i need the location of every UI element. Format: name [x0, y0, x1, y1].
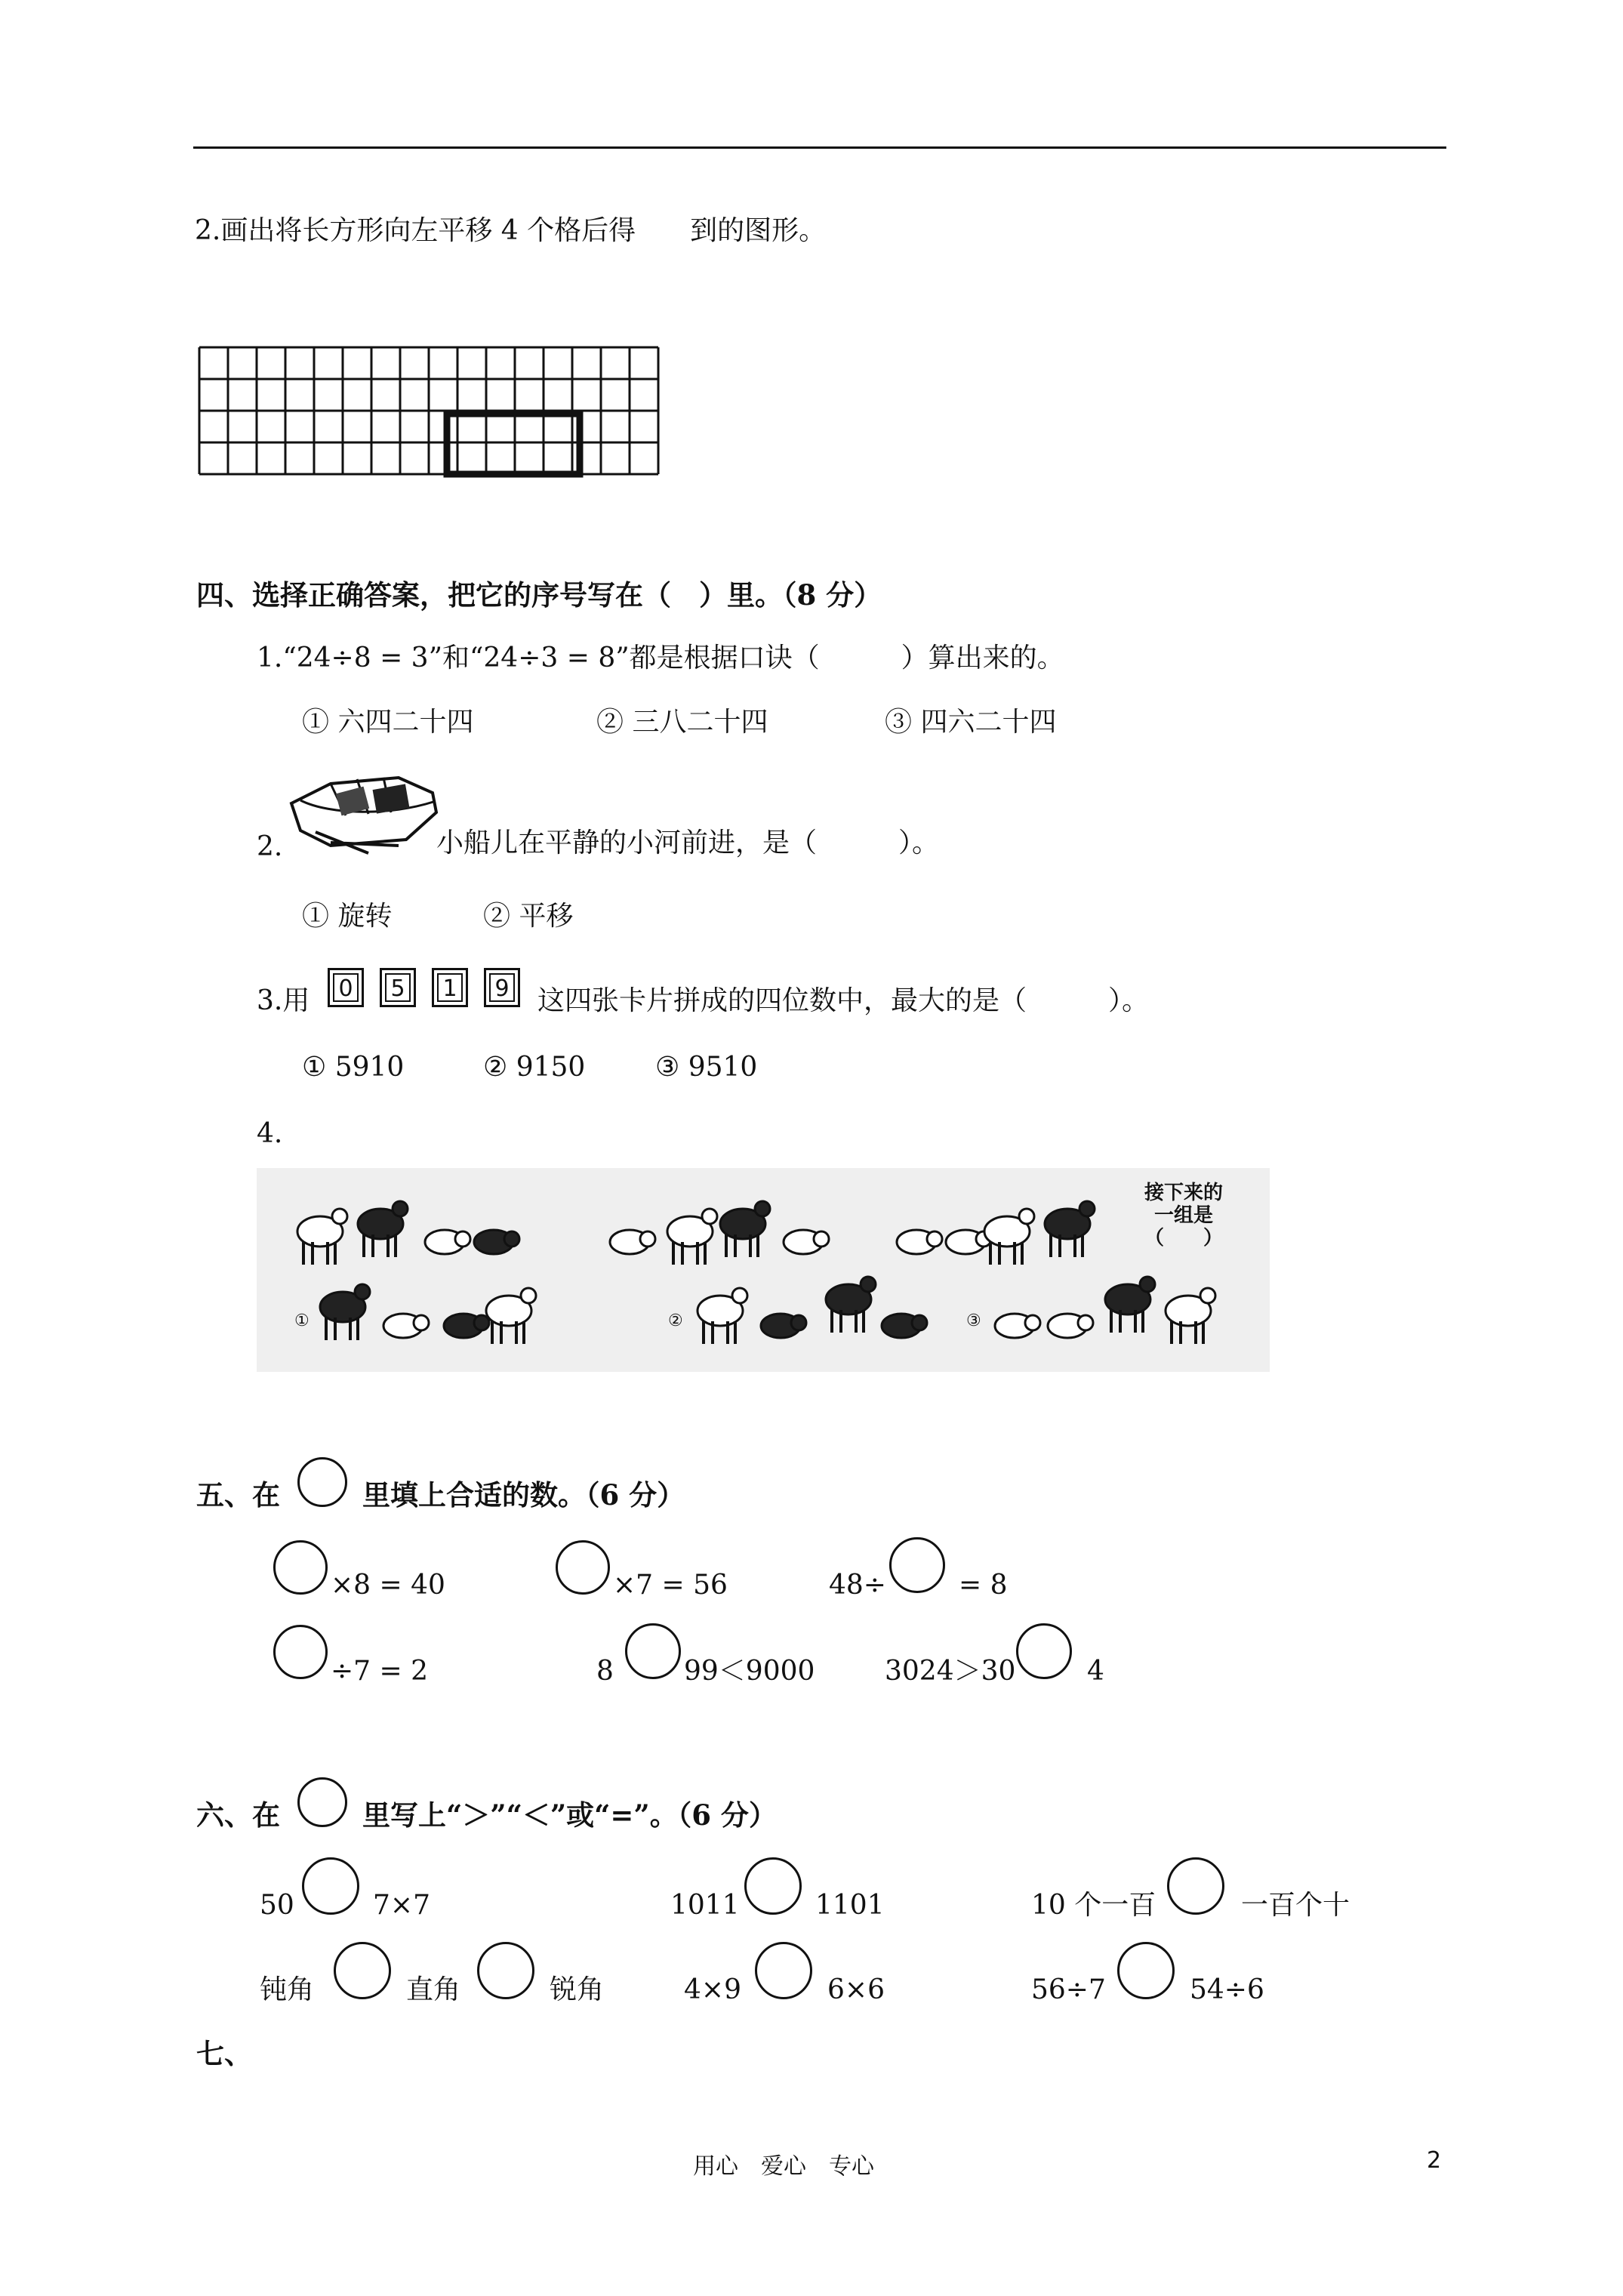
- eq-5-3-left: 48÷: [829, 1570, 886, 1601]
- section-6-heading-prefix: 六、在: [196, 1798, 280, 1832]
- cmp-2c-left: 56÷7: [1031, 1974, 1106, 2005]
- q2-option-1[interactable]: ① 旋转: [302, 901, 393, 932]
- section-4-heading: 四、选择正确答案，把它的序号写在（ ）里。（8 分）: [196, 578, 882, 612]
- q3-option-3[interactable]: ③ 9510: [655, 1052, 758, 1083]
- angle-acute-label: 锐角: [550, 1974, 605, 2005]
- page-number: 2: [1427, 2147, 1442, 2174]
- header-rule: [193, 146, 1446, 149]
- eq-5-2: ×7 = 56: [613, 1570, 728, 1601]
- digit-card-1: 1: [432, 968, 468, 1007]
- footer-slogan: 用心 爱心 专心: [693, 2153, 874, 2180]
- q4-option-3[interactable]: ③: [966, 1311, 981, 1330]
- circle-icon: [297, 1777, 347, 1827]
- section-5-heading-suffix: 里填上合适的数。（6 分）: [362, 1478, 685, 1512]
- eq-5-5-left: 8: [596, 1656, 614, 1687]
- answer-circle-6-3[interactable]: [1167, 1857, 1224, 1915]
- answer-circle-5-6[interactable]: [1016, 1623, 1072, 1679]
- translation-grid[interactable]: [198, 346, 661, 479]
- eq-5-1: ×8 = 40: [331, 1570, 445, 1601]
- q4-caption-line-1: 接下来的: [1144, 1182, 1224, 1204]
- digit-card-9: 9: [484, 968, 520, 1007]
- q4-option-1[interactable]: ①: [294, 1311, 310, 1330]
- answer-circle-5-3[interactable]: [889, 1537, 945, 1593]
- animal-sequence-image: [257, 1168, 1270, 1372]
- q4-number: 4.: [257, 1118, 283, 1149]
- q2-number: 2.: [257, 831, 283, 862]
- cmp-1b-right: 1101: [815, 1890, 885, 1921]
- q3-prefix: 3.用: [257, 985, 310, 1016]
- answer-circle-6-2[interactable]: [744, 1857, 802, 1915]
- section-6-heading-suffix: 里写上“＞”“＜”或“=”。（6 分）: [362, 1798, 777, 1832]
- cmp-1c-right: 一百个十: [1241, 1890, 1350, 1921]
- answer-circle-6-5[interactable]: [477, 1942, 534, 1999]
- cmp-1b-left: 1011: [670, 1890, 740, 1921]
- q1-option-2[interactable]: ② 三八二十四: [596, 707, 768, 738]
- q4-option-2[interactable]: ②: [668, 1311, 683, 1330]
- q1-text: 1.“24÷8 = 3”和“24÷3 = 8”都是根据口诀（ ）算出来的。: [257, 643, 1064, 673]
- grid-question-text: 2.画出将长方形向左平移 4 个格后得 到的图形。: [195, 215, 827, 246]
- boat-icon: [285, 770, 444, 855]
- answer-circle-5-1[interactable]: [273, 1540, 328, 1595]
- eq-5-6-right: 4: [1087, 1656, 1104, 1687]
- q1-option-3[interactable]: ③ 四六二十四: [885, 707, 1057, 738]
- section-5-heading-prefix: 五、在: [196, 1478, 280, 1512]
- q3-option-2[interactable]: ② 9150: [483, 1052, 586, 1083]
- cmp-2b-right: 6×6: [827, 1974, 885, 2005]
- q4-caption-line-2: 一组是: [1154, 1204, 1214, 1227]
- cmp-2b-left: 4×9: [684, 1974, 741, 2005]
- eq-5-4: ÷7 = 2: [331, 1656, 429, 1687]
- cmp-1c-left: 10 个一百: [1031, 1890, 1156, 1921]
- q4-caption-line-3: （ ）: [1144, 1227, 1224, 1250]
- answer-circle-5-2[interactable]: [556, 1540, 610, 1595]
- answer-circle-6-4[interactable]: [334, 1942, 391, 1999]
- answer-circle-6-7[interactable]: [1117, 1942, 1175, 1999]
- cmp-1a-right: 7×7: [373, 1890, 430, 1921]
- eq-5-3-right: = 8: [959, 1570, 1008, 1601]
- answer-circle-6-6[interactable]: [755, 1942, 812, 1999]
- digit-card-0: 0: [328, 968, 364, 1007]
- angle-right-label: 直角: [406, 1974, 461, 2005]
- section-7-heading: 七、: [196, 2037, 252, 2070]
- cmp-2c-right: 54÷6: [1190, 1974, 1264, 2005]
- q3-text: 这四张卡片拼成的四位数中，最大的是（ ）。: [537, 985, 1150, 1016]
- eq-5-5-right: 99＜9000: [684, 1656, 815, 1687]
- angle-obtuse-label: 钝角: [260, 1974, 315, 2005]
- q2-text: 小船儿在平静的小河前进，是（ ）。: [436, 827, 940, 858]
- answer-circle-5-4[interactable]: [273, 1625, 328, 1679]
- digit-card-5: 5: [380, 968, 416, 1007]
- answer-circle-5-5[interactable]: [625, 1623, 681, 1679]
- circle-icon: [297, 1457, 347, 1507]
- animal-sequence-panel: [257, 1168, 1270, 1372]
- q1-option-1[interactable]: ① 六四二十四: [302, 707, 474, 738]
- answer-circle-6-1[interactable]: [302, 1857, 359, 1915]
- q3-option-1[interactable]: ① 5910: [302, 1052, 405, 1083]
- rectangle-shape: [447, 414, 580, 474]
- cmp-1a-left: 50: [260, 1890, 294, 1921]
- q2-option-2[interactable]: ② 平移: [483, 901, 574, 932]
- eq-5-6-left: 3024＞30: [885, 1656, 1016, 1687]
